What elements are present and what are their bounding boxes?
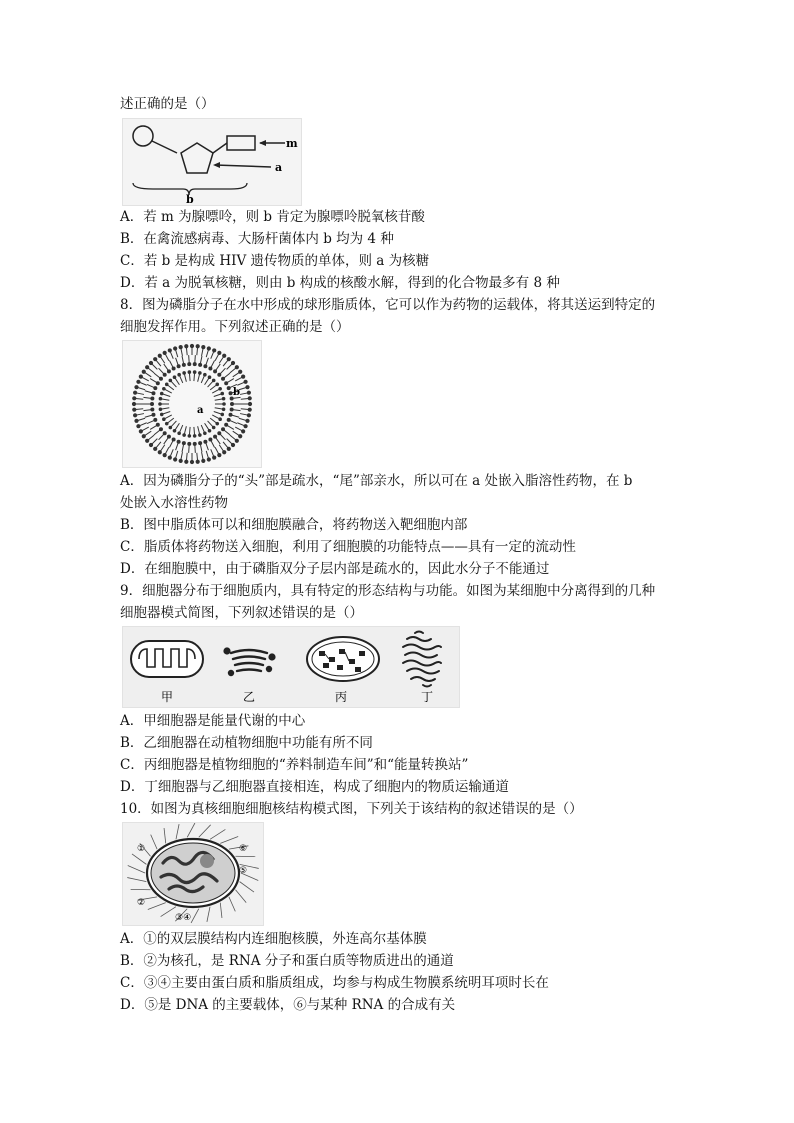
q10-label-6: ⑥ <box>239 844 248 854</box>
q10-option-b: B．②为核孔，是 RNA 分子和蛋白质等物质进出的通道 <box>120 953 454 969</box>
q8-stem-line1: 8．图为磷脂分子在水中形成的球形脂质体，它可以作为药物的运载体，将其送运到特定的 <box>120 297 656 313</box>
q7-stem-tail: 述正确的是（） <box>120 96 215 112</box>
q7-option-b: B．在禽流感病毒、大肠杆菌体内 b 均为 4 种 <box>120 231 394 247</box>
q10-option-d: D．⑤是 DNA 的主要载体，⑥与某种 RNA 的合成有关 <box>120 997 456 1013</box>
q9-stem-line2: 细胞器模式简图，下列叙述错误的是（） <box>120 605 363 621</box>
chloroplast-drawing <box>307 637 379 681</box>
q9-option-b: B．乙细胞器在动植物细胞中功能有所不同 <box>120 735 373 751</box>
q10-stem: 10．如图为真核细胞细胞核结构模式图，下列关于该结构的叙述错误的是（） <box>120 801 583 817</box>
q10-nucleus-figure <box>122 822 264 926</box>
q8-label-b: b <box>233 387 240 398</box>
q8-stem-line2: 细胞发挥作用。下列叙述正确的是（） <box>120 319 350 335</box>
q9-label-jia: 甲 <box>161 690 174 704</box>
q10-label-5: ⑤ <box>239 866 248 876</box>
golgi-drawing <box>225 649 275 675</box>
q7-option-d: D．若 a 为脱氧核糖，则由 b 构成的核酸水解，得到的化合物最多有 8 种 <box>120 275 560 291</box>
q7-label-a: a <box>275 161 283 174</box>
q9-option-d: D．丁细胞器与乙细胞器直接相连，构成了细胞内的物质运输通道 <box>120 779 509 795</box>
q9-organelles-figure <box>122 626 460 708</box>
q9-stem-line1: 9．细胞器分布于细胞质内，具有特定的形态结构与功能。如图为某细胞中分离得到的几种 <box>120 583 656 599</box>
q10-label-2: ② <box>137 898 146 908</box>
q8-liposome-figure <box>122 340 262 468</box>
q8-option-a-line1: A．因为磷脂分子的“头”部是疏水，“尾”部亲水，所以可在 a 处嵌入脂溶性药物，在 b <box>120 473 633 489</box>
q8-option-c: C．脂质体将药物送入细胞，利用了细胞膜的功能特点——具有一定的流动性 <box>120 539 576 555</box>
q7-nucleotide-figure <box>122 118 302 206</box>
q8-option-b: B．图中脂质体可以和细胞膜融合，将药物送入靶细胞内部 <box>120 517 468 533</box>
q7-label-b: b <box>186 193 194 205</box>
mitochondrion-drawing <box>131 641 203 677</box>
q7-label-m: m <box>286 137 298 150</box>
q9-label-bing: 丙 <box>335 690 348 704</box>
q10-label-1: ① <box>137 844 146 854</box>
q9-label-yi: 乙 <box>243 690 256 704</box>
q10-option-a: A．①的双层膜结构内连细胞核膜，外连高尔基体膜 <box>120 931 427 947</box>
q8-option-d: D．在细胞膜中，由于磷脂双分子层内部是疏水的，因此水分子不能通过 <box>120 561 550 577</box>
q8-label-a: a <box>197 405 204 416</box>
q8-option-a-line2: 处嵌入水溶性药物 <box>120 495 228 511</box>
q9-option-a: A．甲细胞器是能量代谢的中心 <box>120 713 306 729</box>
q10-label-34: ③④ <box>175 913 192 923</box>
q9-label-ding: 丁 <box>421 690 434 704</box>
er-drawing <box>403 632 441 687</box>
q9-option-c: C．丙细胞器是植物细胞的“养料制造车间”和“能量转换站” <box>120 757 469 773</box>
q7-option-a: A．若 m 为腺嘌呤，则 b 肯定为腺嘌呤脱氧核苷酸 <box>120 209 425 225</box>
q10-option-c: C．③④主要由蛋白质和脂质组成，均参与构成生物膜系统明耳项时长在 <box>120 975 549 991</box>
q7-option-c: C．若 b 是构成 HIV 遗传物质的单体，则 a 为核糖 <box>120 253 430 269</box>
